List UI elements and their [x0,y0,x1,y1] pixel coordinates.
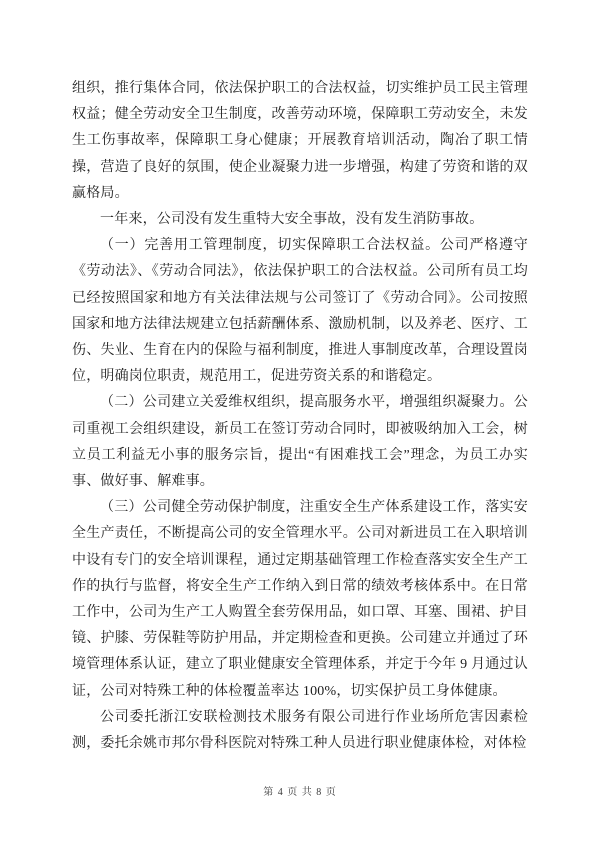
paragraph-section-3: （三）公司健全劳动保护制度，注重安全生产体系建设工作，落实安全生产责任，不断提高公司的安全管理水平。公司对新进员工在入职培训中设有专门的安全培训课程，通过定期基础管理工作检查落实安全生产工作的执行与监督，将安全生产工作纳入到日常的绩效考核体系中。在日常工作中，公司为生产工人购置全套劳保用品，如口罩、耳塞、围裙、护目镜、护膝、劳保鞋等防护用品，并定期检查和更换。公司建立并通过了环境管理体系认证，建立了职业健康安全管理体系，并定于今年 9 月通过认证，公司对特殊工种的体检覆盖率达 100%，切实保护员工身体健康。 [72,500,528,699]
document-body [72,76,528,757]
paragraph-summary: 一年来，公司没有发生重特大安全事故，没有发生消防事故。 [100,212,484,228]
page-number: 第 4 页 共 8 页 [263,787,337,798]
paragraph-continuation: 组织，推行集体合同，依法保护职工的合法权益，切实维护员工民主管理权益；健全劳动安全卫生制度，改善劳动环境，保障职工劳动安全，未发生工伤事故率，保障职工身心健康；开展教育培训活动，陶冶了职工情操，营造了良好的氛围，使企业凝聚力进一步增强，构建了劳资和谐的双赢格局。 [72,81,528,201]
paragraph-section-1: （一）完善用工管理制度，切实保障职工合法权益。公司严格遵守《劳动法》、《劳动合同法》，依法保护职工的合法权益。公司所有员工均已经按照国家和地方有关法律法规与公司签订了《劳动合同》。公司按照国家和地方法律法规建立包括薪酬体系、激励机制，以及养老、医疗、工伤、失业、生育在内的保险与福利制度，推进人事制度改革，合理设置岗位，明确岗位职责，规范用工，促进劳资关系的和谐稳定。 [72,238,528,385]
paragraph-section-2: （二）公司建立关爱维权组织，提高服务水平，增强组织凝聚力。公司重视工会组织建设，新员工在签订劳动合同时，即被吸纳加入工会，树立员工利益无小事的服务宗旨，提出“有困难找工会”理念，为员工办实事、做好事、解难事。 [72,395,528,490]
paragraph-commission: 公司委托浙江安联检测技术服务有限公司进行作业场所危害因素检测，委托余姚市邦尔骨科医院对特殊工种人员进行职业健康体检，对体检 [72,709,528,752]
